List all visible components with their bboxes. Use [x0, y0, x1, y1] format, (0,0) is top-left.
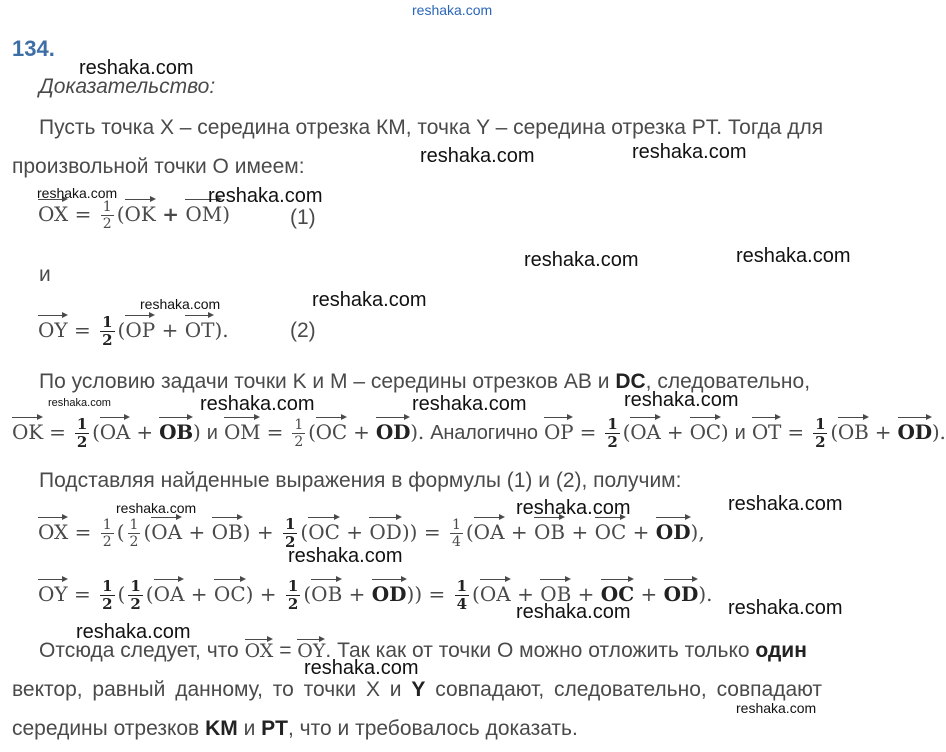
- watermark-small: reshaka.com: [736, 700, 817, 716]
- vector-od: OD: [376, 414, 410, 444]
- conjunction-i: и: [39, 263, 51, 286]
- vector-oa: OA: [154, 576, 185, 606]
- equation-1: OX = $\frac{1}{2}$ (OK + OM): [38, 196, 230, 232]
- paragraph-2: По условию задачи точки K и M – середины отрезков AB и DC, следовательно,: [39, 370, 811, 393]
- fraction-half: $\frac{1}{2}$: [102, 576, 113, 613]
- vector-ob: OB: [311, 576, 342, 606]
- vector-oy: OY: [297, 636, 325, 661]
- problem-number: 134.: [12, 36, 55, 61]
- watermark: reshaka.com: [728, 493, 843, 515]
- paragraph-4-line-3: середины отрезков KM и PT, что и требовалось доказать.: [12, 717, 578, 740]
- fraction-half: $\frac{1}{2}$: [102, 198, 112, 232]
- vector-ox: OX: [38, 196, 68, 226]
- vector-od: OD: [898, 414, 932, 444]
- equation-2: OY = $\frac{1}{2}$ (OP + OT).: [38, 312, 229, 349]
- watermark: reshaka.com: [79, 57, 194, 79]
- watermark: reshaka.com: [200, 393, 315, 415]
- vector-oc: OC: [595, 514, 627, 544]
- vector-od: OD: [664, 576, 699, 606]
- vector-ox: OX: [38, 514, 68, 544]
- paragraph-1-line-2: произвольной точки O имеем:: [12, 155, 305, 178]
- vector-ob: OB: [159, 414, 193, 444]
- vector-om: OM: [224, 414, 260, 444]
- vector-ob: OB: [838, 414, 869, 444]
- vector-oa: OA: [151, 514, 182, 544]
- equation-5: OY = $\frac{1}{2}$ ( $\frac{1}{2}$ (OA + OC) + $\frac{1}{2}$ (OB + OD)) = $\frac{1}{4}$ (OA + OB + OC + OD).: [38, 576, 713, 613]
- watermark: reshaka.com: [420, 145, 535, 167]
- proof-heading: Доказательство:: [39, 75, 216, 98]
- equation-3: OK = $\frac{1}{2}$ (OA + OB) и OM = $\frac{1}{2}$ (OC + OD). Аналогично OP = $\frac{1}{2}$ (OA + OC) и OT = $\frac{1}{2}$ (OB + OD).: [12, 414, 946, 451]
- vector-oc: OC: [316, 414, 347, 444]
- watermark-small: reshaka.com: [140, 296, 221, 312]
- equation-label-1: (1): [290, 206, 316, 229]
- watermark: reshaka.com: [736, 245, 851, 267]
- watermark: reshaka.com: [516, 601, 631, 623]
- vector-oy: OY: [38, 312, 68, 342]
- watermark: reshaka.com: [312, 289, 427, 311]
- fraction-half: $\frac{1}{2}$: [102, 516, 112, 550]
- vector-oa: OA: [100, 414, 130, 444]
- fraction-half: $\frac{1}{2}$: [102, 312, 113, 349]
- vector-ok: OK: [125, 196, 156, 226]
- watermark-small: reshaka.com: [48, 397, 111, 409]
- fraction-half: $\frac{1}{2}$: [607, 414, 618, 451]
- vector-op: OP: [125, 312, 155, 342]
- paragraph-4-line-1: Отсюда следует, что OX = OY. Так как от точки O можно отложить только один: [39, 636, 807, 661]
- vector-oc: OC: [690, 414, 721, 444]
- vector-oc: OC: [214, 576, 246, 606]
- paragraph-1-line-1: Пусть точка X – середина отрезка КМ, точка Y – середина отрезка PT. Тогда для: [39, 116, 824, 139]
- equals-sign: =: [74, 202, 92, 226]
- vector-od: OD: [369, 514, 401, 544]
- paragraph-4-line-2: вектор, равный данному, то точки X и Y совпадают, следовательно, совпадают: [12, 678, 823, 701]
- vector-oc: OC: [308, 514, 340, 544]
- vector-ob: OB: [212, 514, 243, 544]
- vector-od: OD: [372, 576, 407, 606]
- equation-4: OX = $\frac{1}{2}$ ( $\frac{1}{2}$ (OA + OB) + $\frac{1}{2}$ (OC + OD)) = $\frac{1}{4}$ (OA + OB + OC + OD),: [38, 514, 705, 551]
- watermark: reshaka.com: [208, 185, 323, 207]
- watermark: reshaka.com: [624, 389, 739, 411]
- watermark-small: reshaka.com: [116, 500, 197, 516]
- watermark: reshaka.com: [728, 597, 843, 619]
- vector-om: OM: [185, 196, 222, 226]
- watermark: reshaka.com: [516, 497, 631, 519]
- vector-oa: OA: [474, 514, 505, 544]
- top-watermark: reshaka.com: [412, 2, 493, 18]
- vector-ot: OT: [185, 312, 215, 342]
- fraction-quarter: $\frac{1}{4}$: [456, 576, 468, 613]
- fraction-half: $\frac{1}{2}$: [287, 576, 299, 613]
- watermark: reshaka.com: [76, 621, 191, 643]
- equation-label-2: (2): [290, 319, 316, 342]
- watermark: reshaka.com: [288, 545, 403, 567]
- watermark: reshaka.com: [524, 249, 639, 271]
- paragraph-3: Подставляя найденные выражения в формулы (1) и (2), получим:: [39, 469, 682, 492]
- fraction-half: $\frac{1}{2}$: [294, 416, 304, 450]
- vector-od: OD: [656, 514, 691, 544]
- watermark: reshaka.com: [632, 141, 747, 163]
- fraction-half: $\frac{1}{2}$: [129, 516, 139, 550]
- vector-oa: OA: [480, 576, 511, 606]
- fraction-half: $\frac{1}{2}$: [130, 576, 141, 613]
- vector-oa: OA: [630, 414, 660, 444]
- vector-ot: OT: [752, 414, 781, 444]
- fraction-half: $\frac{1}{2}$: [815, 414, 826, 451]
- watermark-small: reshaka.com: [37, 185, 118, 201]
- vector-ob: OB: [534, 514, 565, 544]
- vector-op: OP: [544, 414, 573, 444]
- vector-ob: OB: [540, 576, 571, 606]
- fraction-quarter: $\frac{1}{4}$: [451, 516, 461, 550]
- watermark: reshaka.com: [412, 393, 527, 415]
- vector-oc: OC: [601, 576, 634, 606]
- fraction-half: $\frac{1}{2}$: [284, 514, 296, 551]
- vector-ok: OK: [12, 414, 43, 444]
- watermark: reshaka.com: [304, 657, 419, 679]
- vector-ox: OX: [245, 636, 274, 661]
- fraction-half: $\frac{1}{2}$: [76, 414, 88, 451]
- vector-oy: OY: [38, 576, 68, 606]
